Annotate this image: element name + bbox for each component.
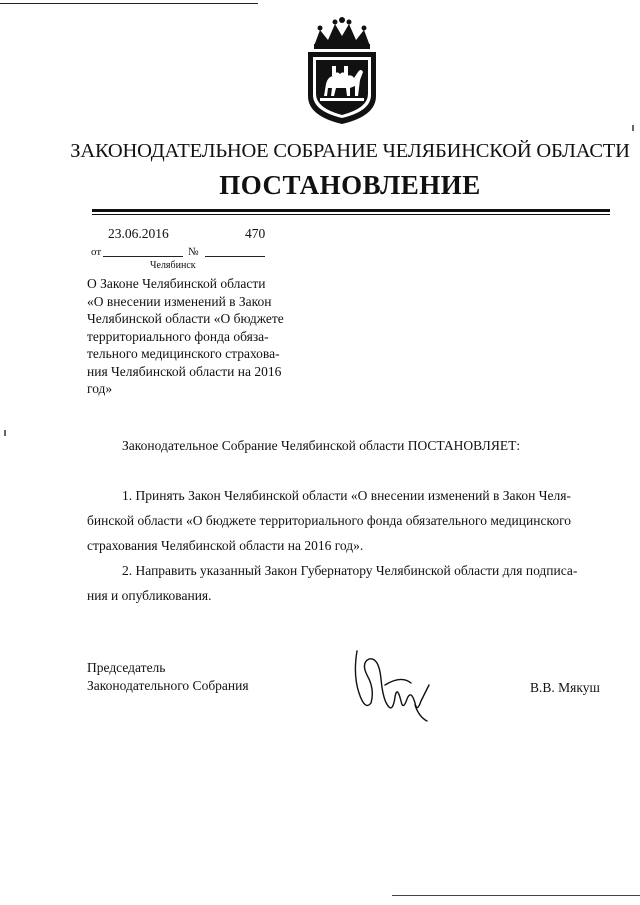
chelyabinsk-coat-of-arms-icon bbox=[300, 16, 384, 126]
number-underline bbox=[205, 256, 265, 257]
city-label: Челябинск bbox=[150, 260, 196, 271]
subject-line: год» bbox=[87, 381, 113, 396]
signatory-title: Председатель bbox=[87, 660, 166, 675]
scan-edge-bottom bbox=[392, 895, 640, 896]
signatory-title: Законодательного Собрания bbox=[87, 678, 249, 693]
resolution-preamble: Законодательное Собрание Челябинской области ПОСТАНОВЛЯЕТ: bbox=[122, 438, 521, 453]
resolution-item-2-line: 2. Направить указанный Закон Губернатору Челябинской области для подписа- bbox=[122, 563, 578, 578]
header-rule-thin bbox=[92, 214, 610, 215]
document-subject bbox=[87, 275, 294, 398]
resolution-item-1-line: 1. Принять Закон Челябинской области «О внесении изменений в Закон Челя- bbox=[122, 488, 571, 503]
header-rule-thick bbox=[92, 209, 610, 212]
scan-speck bbox=[632, 125, 634, 131]
subject-line: «О внесении изменений в Закон bbox=[87, 293, 272, 309]
subject-line: О Законе Челябинской области bbox=[87, 276, 266, 291]
document-number: 470 bbox=[245, 226, 266, 241]
handwritten-signature-icon bbox=[345, 645, 445, 725]
resolution-item-2-line: ния и опубликования. bbox=[87, 588, 212, 603]
date-label: от bbox=[91, 246, 102, 258]
date-underline bbox=[103, 256, 183, 257]
document-date: 23.06.2016 bbox=[108, 226, 169, 241]
resolution-item-1-line: страхования Челябинской области на 2016 год». bbox=[87, 538, 364, 553]
resolution-item-1-line: бинской области «О бюджете территориального фонда обязательного медицинского bbox=[87, 513, 572, 528]
subject-line: территориального фонда обяза- bbox=[87, 328, 269, 344]
organization-name: ЗАКОНОДАТЕЛЬНОЕ СОБРАНИЕ ЧЕЛЯБИНСКОЙ ОБЛАСТИ bbox=[70, 140, 630, 162]
document-type-title: ПОСТАНОВЛЕНИЕ bbox=[219, 170, 481, 200]
number-label: № bbox=[188, 246, 199, 258]
scan-speck bbox=[4, 430, 6, 436]
scan-edge-top bbox=[0, 3, 258, 4]
subject-line: ния Челябинской области на 2016 bbox=[87, 363, 282, 379]
subject-line: Челябинской области «О бюджете bbox=[87, 311, 284, 326]
subject-line: тельного медицинского страхова- bbox=[87, 346, 280, 361]
signatory-name: В.В. Мякуш bbox=[530, 680, 600, 695]
